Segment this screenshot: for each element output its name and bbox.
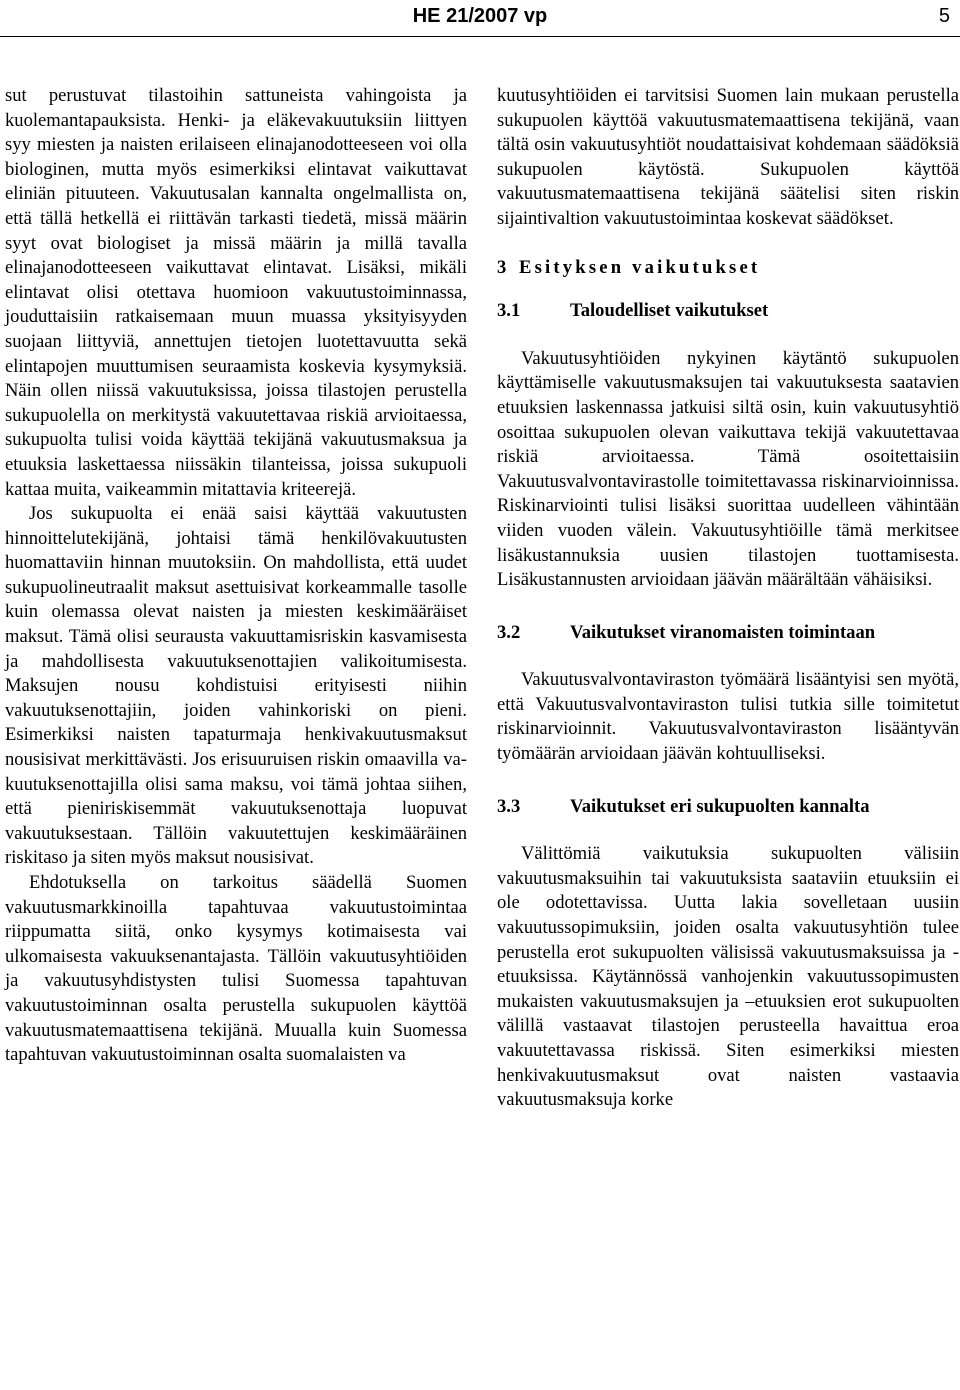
subsection-number: 3.2 <box>497 621 521 643</box>
subsection-title: Vaikutukset viranomaisten toimintaan <box>570 621 876 643</box>
page-number: 5 <box>938 5 950 27</box>
paragraph: Välittömiä vaikutuksia sukupuolten välisiin vakuutusmaksuihin tai vakuutuksista saataviin etuuksiin ei ole odotettavissa. Uutta lakia sovelletaan uusiin vakuutussopimuksiin, joiden osalta vakuutusyhtiön tulee perustella erot sukupuolten välisissä vakuutusmaksuissa ja -etuuksissa. Käytännössä vanhojenkin vakuutussopimusten mukaisten vakuutusmaksujen ja –etuuksien erot sukupuolten välillä vastaavat tilastojen perusteella havaittua eroa vakuutettavassa riskissä. Siten esimerkiksi miesten henkivakuutusmaksut ovat naisten vastaavia vakuutusmaksuja korke <box>497 843 959 1111</box>
paragraph: sut perustuvat tilastoihin sattuneista vahingoista ja kuolemantapauksista. Henki- ja eläkevakuutuksiin liittyen syy miesten ja naisten erilaiseen elinajanodotteeseen voi olla biologinen, mutta myös esimerkiksi elintavat vaikuttavat eliniän pituuteen. Vakuutusalan kannalta ongelmallista on, että tällä hetkellä ei riittävän tarkasti tiedetä, missä määrin syyt ovat biologiset ja missä määrin ja millä tavalla elinajanodotteeseen vaikuttavat elintavat. Lisäksi, mikäli elintavat olisi otettava huomioon vakuutustoiminnassa, jouduttaisiin ratkaisemaan muun muassa yksityisyyden suojaan liittyviä, annettujen tietojen luotettavuutta sekä elintapojen muuttumisen seuraamista koskevia kysymyksiä. Näin ollen niissä vakuutuksissa, joissa tilastojen perustella sukupuolella on merkitystä vakuutettavaa riskiä arvioitaessa, sukupuolta tulisi voida käyttää tekijänä vakuutusmaksua ja etuuksia laskettaessa niissäkin tilanteissa, joissa sukupuoli kattaa muita, vaikeammin mitattavia kriteerejä. <box>5 85 467 500</box>
paragraph: kuutusyhtiöiden ei tarvitsisi Suomen lain mukaan perustella sukupuolen käyttöä vakuutusmatemaattisena tekijänä, vaan tältä osin vakuutusyhtiöt noudattaisivat kohdemaan säädöksiä sukupuolen käytöstä. Sukupuolen käyttöä vakuutusmatemaattisena tekijänä säätelisi siten riskin sijaintivaltion vakuutustoimintaa koskevat säädökset. <box>497 85 959 229</box>
paragraph: Jos sukupuolta ei enää saisi käyttää vakuutusten hinnoittelutekijänä, johtaisi tämä henkilövakuutusten huomattaviin hinnan muutoksiin. On mahdollista, että uudet sukupuolineutraalit maksut asettuisivat korkeammalle tasolle kuin olemassa olevat naisten ja miesten keskimääräiset maksut. Tämä olisi seurausta vakuuttamisriskin kasvamisesta ja mahdollisesta vakuutuksenottajien valikoitumisesta. Maksujen nousu kohdistuisi erityisesti niihin vakuutuksenottajiin, joiden vahinkoriski on pieni. Esimerkiksi naisten tapaturmaja henkivakuutusmaksut nousisivat merkittävästi. Jos erisuuruisen riskin omaavilla vakuutuksenottajilla olisi sama maksu, voi tämä johtaa siihen, että pieniriskisemmät vakuutuksenottaja luopuvat vakuutuksestaan. Tällöin vakuutettujen keskimääräinen riskitaso ja siten myös maksut nousisivat. <box>5 503 467 869</box>
section-title: Esityksen vaikutukset <box>519 256 761 278</box>
subsection-title: Vaikutukset eri sukupuolten kannalta <box>570 795 870 817</box>
subsection-number: 3.3 <box>497 795 521 817</box>
paragraph: Vakuutusyhtiöiden nykyinen käytäntö sukupuolen käyttämiselle vakuutusmaksujen tai vakuutuksesta saatavien etuuksien laskennassa jatkuisi siltä osin, kuin vakuutusyhtiö osoittaa sukupuolen olevan vaikuttava tekijä vakuutettavaa riskiä arvioitaessa. Tämä osoitettaisiin Vakuutusvalvontavirastolle toimitettavassa riskinarvioinnissa. Riskinarviointi tulisi lisäksi suorittaa uudelleen vähintään viiden vuoden välein. Vakuutusyhtiöille tämä merkitsee lisäkustannuksia uusien tilastojen tuottamisesta. Lisäkustannusten arvioidaan jäävän määrältään vähäisiksi. <box>497 347 959 591</box>
right-column <box>497 84 959 1113</box>
paragraph: Ehdotuksella on tarkoitus säädellä Suomen vakuutusmarkkinoilla tapahtuvaa vakuutustoimintaa riippumatta siitä, onko kysymys kotimaisesta vai ulkomaisesta vakuuksenantajasta. Tällöin vakuutusyhtiöiden ja vakuutusyhdistysten tulisi Suomessa tapahtuvan vakuutustoiminnan osalta perustella sukupuolen käyttöä vakuutusmatemaattisena tekijänä. Muualla kuin Suomessa tapahtuvan vakuutustoiminnan osalta suomalaisten va <box>5 872 467 1066</box>
section-number: 3 <box>497 256 507 278</box>
subsection-heading <box>497 299 959 324</box>
left-column <box>5 84 467 1068</box>
section-heading <box>497 256 959 281</box>
paragraph: Vakuutusvalvontaviraston työmäärä lisääntyisi sen myötä, että Vakuutusvalvontaviraston tulisi tutkia sille toimitetut riskinarvioinnit. Vakuutusvalvontaviraston lisääntyvän työmäärän arvioidaan jäävän kohtuulliseksi. <box>497 669 959 765</box>
subsection-title: Taloudelliset vaikutukset <box>570 300 769 322</box>
document-id: HE 21/2007 vp <box>412 5 548 27</box>
subsection-heading <box>497 621 959 646</box>
page-header <box>0 0 960 37</box>
subsection-heading <box>497 795 959 820</box>
subsection-number: 3.1 <box>497 300 521 322</box>
